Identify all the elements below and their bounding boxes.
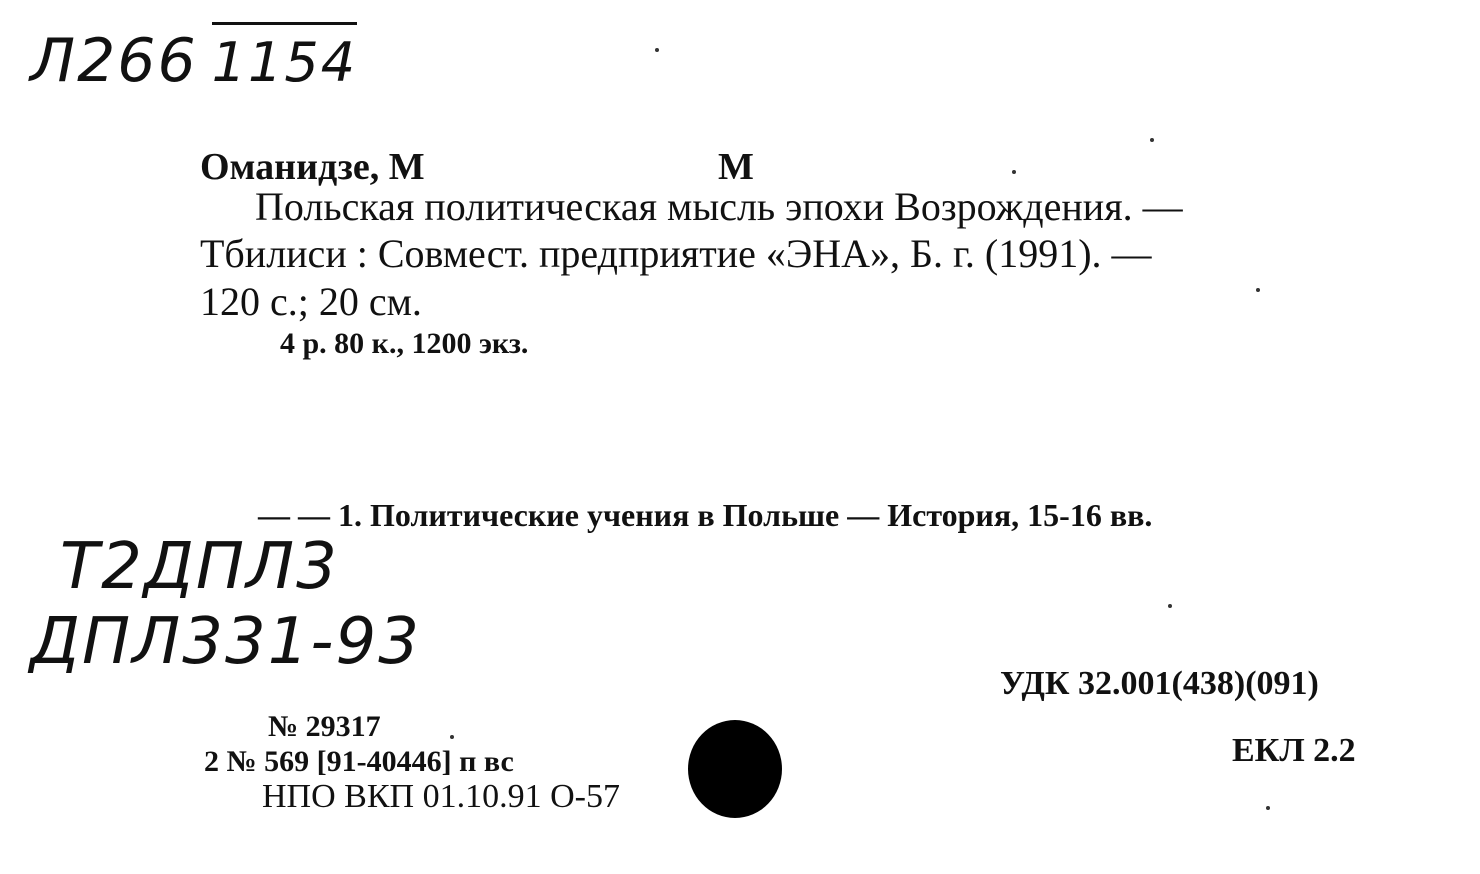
speck <box>1150 138 1154 142</box>
author-initial: М <box>718 146 754 188</box>
printer-line: НПО ВКП 01.10.91 О-57 <box>262 778 620 815</box>
order-line: 2 № 569 [91-40446] п вс <box>204 745 514 778</box>
speck <box>1256 288 1260 292</box>
subject-heading: — — 1. Политические учения в Польше — История, 15-16 вв. <box>258 497 1153 533</box>
handwritten-call-number <box>30 22 357 96</box>
author-name: Оманидзе, М <box>200 146 425 188</box>
ekl-classification: ЕКЛ 2.2 <box>1232 732 1356 769</box>
handwritten-code-1: Т2ДПЛ3 <box>60 530 339 604</box>
speck <box>1012 170 1016 174</box>
speck <box>1168 604 1172 608</box>
punch-hole <box>688 720 782 818</box>
speck <box>1266 806 1270 810</box>
title-line-1: Польская политическая мысль эпохи Возрождения. — <box>255 184 1183 229</box>
handwritten-code-2: ДПЛ331-93 <box>30 605 421 679</box>
speck <box>655 48 659 52</box>
record-number: № 29317 <box>268 710 381 743</box>
price-line: 4 р. 80 к., 1200 экз. <box>280 327 529 360</box>
call-number-main: Л266 <box>30 26 198 96</box>
call-number-secondary: 1154 <box>212 22 357 94</box>
udk-classification: УДК 32.001(438)(091) <box>1000 665 1319 702</box>
speck <box>450 735 454 739</box>
title-line-3: 120 с.; 20 см. <box>200 279 422 324</box>
title-line-2: Тбилиси : Совмест. предприятие «ЭНА», Б. г. (1991). — <box>200 231 1152 276</box>
